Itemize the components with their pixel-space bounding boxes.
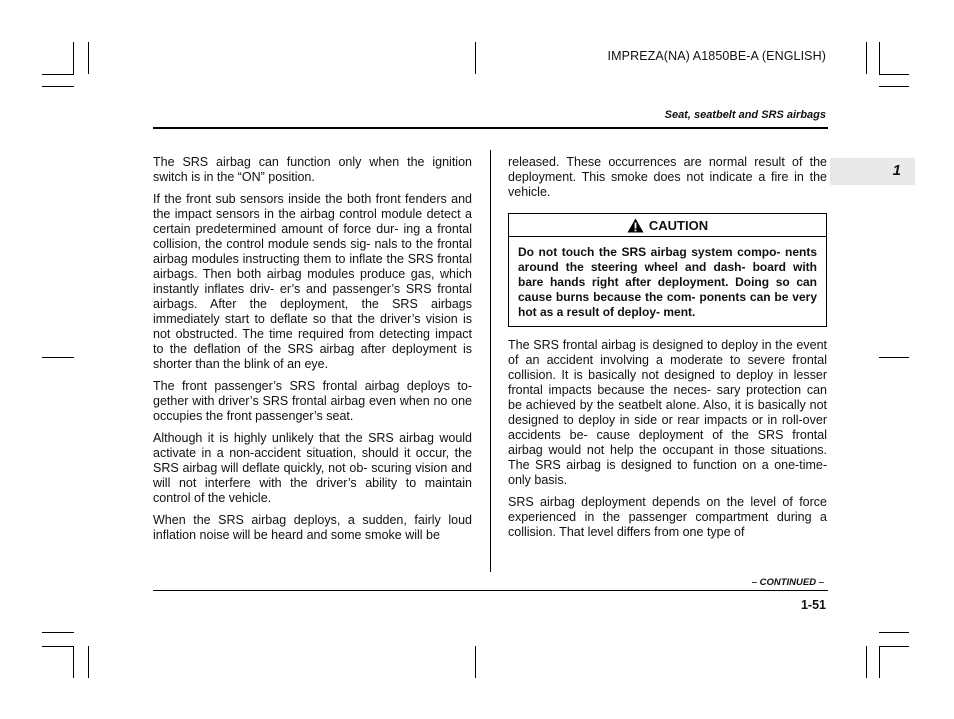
caution-text: Do not touch the SRS airbag system compo- nents around the steering wheel and dash- board with bare hands right after deployment. Doing so can cause burns because the com- ponents can be very hot as a result of deploy- ment.: [518, 245, 817, 319]
page-number: 1-51: [800, 598, 826, 612]
paragraph: released. These occurrences are normal result of the deployment. This smoke does not indicate a fire in the vehicle.: [508, 155, 827, 199]
crop-mark: [42, 86, 74, 87]
document-id: IMPREZA(NA) A1850BE-A (ENGLISH): [607, 49, 826, 63]
crop-mark: [73, 42, 74, 74]
footer-rule: [153, 590, 828, 591]
crop-mark: [42, 74, 74, 75]
chapter-number: 1: [892, 162, 901, 179]
crop-mark: [42, 646, 74, 647]
crop-mark: [42, 632, 74, 633]
crop-mark: [88, 42, 89, 74]
caution-title: CAUTION: [648, 217, 709, 233]
section-title: Seat, seatbelt and SRS airbags: [664, 109, 826, 121]
crop-mark: [879, 42, 880, 74]
header-rule: [153, 127, 828, 129]
crop-mark: [866, 42, 867, 74]
continued-label: – CONTINUED –: [751, 577, 824, 588]
crop-mark: [73, 646, 74, 678]
crop-mark: [866, 646, 867, 678]
paragraph: SRS airbag deployment depends on the level of force experienced in the passenger compartment during a collision. That level differs from one type of: [508, 495, 827, 539]
crop-mark: [879, 74, 909, 75]
chapter-tab: [830, 158, 915, 185]
paragraph: Although it is highly unlikely that the SRS airbag would activate in a non-accident situation, should it occur, the SRS airbag will deflate quickly, not ob- scuring vision and will not interfere with the driver’s ability to maintain control of the vehicle.: [153, 431, 472, 505]
crop-mark: [42, 357, 74, 358]
warning-triangle-icon: [627, 218, 644, 233]
paragraph: The SRS airbag can function only when the ignition switch is in the “ON” position.: [153, 155, 472, 184]
paragraph: When the SRS airbag deploys, a sudden, fairly loud inflation noise will be heard and some smoke will be: [153, 513, 472, 542]
caution-box: [508, 213, 827, 327]
paragraph: The front passenger’s SRS frontal airbag deploys to- gether with driver’s SRS frontal airbag even when no one occupies the front passenger’s seat.: [153, 379, 472, 423]
crop-mark: [879, 646, 880, 678]
crop-mark: [879, 357, 909, 358]
crop-mark: [475, 42, 476, 74]
right-column: [508, 155, 827, 547]
crop-mark: [88, 646, 89, 678]
column-divider: [490, 150, 491, 572]
caution-header: [509, 214, 826, 237]
crop-mark: [879, 632, 909, 633]
crop-mark: [475, 646, 476, 678]
paragraph: If the front sub sensors inside the both front fenders and the impact sensors in the airbag control module detect a certain predetermined amount of force dur- ing a frontal collision, the control module sends sig- nals to the frontal airbag modules instructing them to inflate the SRS frontal airbags. Then both airbag modules produce gas, which instantly inflates driv- er’s and passenger’s SRS frontal airbags. After the deployment, the SRS airbags immediately start to deflate so that the driver’s vision is not obstructed. The time required from detecting impact to the deflation of the SRS airbag after deployment is shorter than the blink of an eye.: [153, 192, 472, 371]
paragraph: The SRS frontal airbag is designed to deploy in the event of an accident involving a moderate to severe frontal collision. It is basically not designed to deploy in lesser frontal impacts because the neces- sary protection can be achieved by the seatbelt alone. Also, it is basically not designed to deploy in side or rear impacts or in roll-over accidents be- cause deployment of the SRS frontal airbag would not help the occupant in those situations. The SRS airbag is designed to function on a one-time-only basis.: [508, 338, 827, 487]
crop-mark: [879, 646, 909, 647]
left-column: [153, 155, 472, 550]
crop-mark: [879, 86, 909, 87]
